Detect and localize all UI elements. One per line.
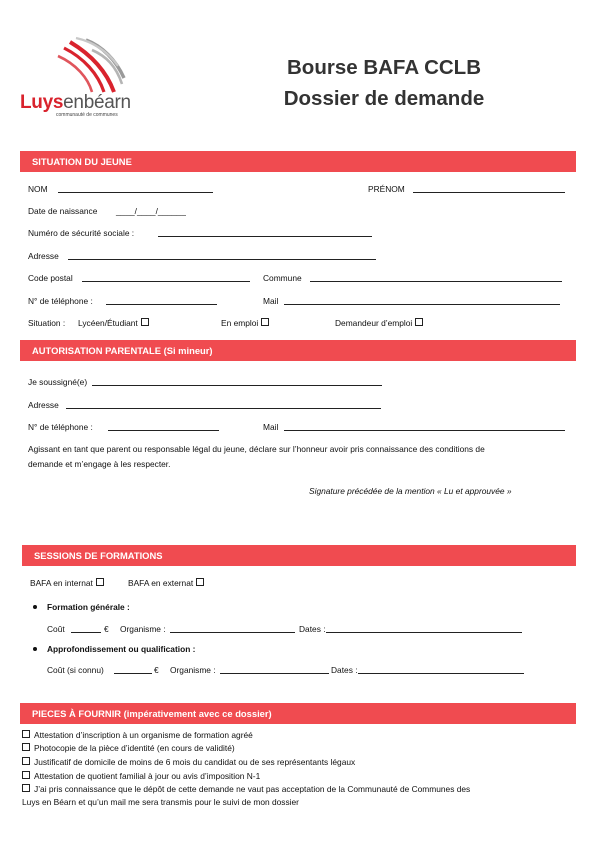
general-cost-label: Coût (47, 624, 65, 634)
postal-label: Code postal (28, 273, 73, 283)
birth-label: Date de naissance (28, 206, 98, 216)
signature-note: Signature précédée de la mention « Lu et approuvée » (309, 486, 512, 496)
section-sessions-heading: SESSIONS DE FORMATIONS (34, 550, 163, 561)
status-option-employed[interactable]: En emploi (221, 318, 269, 328)
appro-org-field[interactable] (220, 673, 329, 674)
parental-text-line1: Agissant en tant que parent ou responsable légal du jeune, déclare sur l’honneur avoir pris connaissance des conditions de (28, 444, 485, 454)
status-option-jobseeker[interactable]: Demandeur d’emploi (335, 318, 423, 328)
general-org-field[interactable] (170, 632, 295, 633)
general-dates-field[interactable] (326, 632, 522, 633)
adresse-label: Adresse (28, 251, 59, 261)
appro-cost-label: Coût (si connu) (47, 665, 104, 675)
parental-text-line2: demande et m’engage à les respecter. (28, 459, 171, 469)
piece-item[interactable]: Photocopie de la pièce d’identité (en cours de validité) (22, 743, 235, 753)
prenom-field[interactable] (413, 192, 565, 193)
logo-brand-rest: enbéarn (63, 92, 131, 113)
phone-field[interactable] (106, 304, 217, 305)
parent-adresse-field[interactable] (66, 408, 381, 409)
status-label: Situation : (28, 318, 66, 328)
checkbox[interactable] (22, 730, 30, 738)
parent-adresse-label: Adresse (28, 400, 59, 410)
checkbox[interactable] (261, 318, 269, 326)
general-euro: € (104, 624, 109, 634)
commune-field[interactable] (310, 281, 562, 282)
checkbox[interactable] (415, 318, 423, 326)
section-situation (20, 151, 576, 172)
general-dates-label: Dates : (299, 624, 326, 634)
appro-org-label: Organisme : (170, 665, 216, 675)
section-pieces-heading: PIECES À FOURNIR (impérativement avec ce dossier) (32, 708, 272, 719)
mail-label: Mail (263, 296, 279, 306)
ssn-label: Numéro de sécurité sociale : (28, 228, 135, 238)
checkbox[interactable] (141, 318, 149, 326)
status-option-student[interactable]: Lycéen/Étudiant (78, 318, 149, 328)
checkbox[interactable] (22, 757, 30, 765)
logo-swoosh-icon (50, 36, 128, 94)
mail-field[interactable] (284, 304, 560, 305)
ssn-field[interactable] (158, 236, 372, 237)
section-situation-heading: SITUATION DU JEUNE (32, 156, 132, 167)
birth-field[interactable]: ____/____/______ (116, 206, 186, 216)
appro-euro: € (154, 665, 159, 675)
checkbox[interactable] (22, 784, 30, 792)
logo-brand-red: Luys (20, 92, 64, 113)
section-pieces (20, 703, 576, 724)
prenom-label: PRÉNOM (368, 184, 405, 194)
nom-label: NOM (28, 184, 48, 194)
checkbox[interactable] (22, 743, 30, 751)
logo (20, 36, 140, 120)
general-org-label: Organisme : (120, 624, 166, 634)
externat-option[interactable]: BAFA en externat (128, 578, 204, 588)
piece-item[interactable]: J’ai pris connaissance que le dépôt de cette demande ne vaut pas acceptation de la Communauté de Communes des (22, 784, 470, 794)
parent-mail-label: Mail (263, 422, 279, 432)
parent-phone-label: N° de téléphone : (28, 422, 93, 432)
postal-field[interactable] (82, 281, 250, 282)
section-sessions (22, 545, 576, 566)
appro-dates-field[interactable] (358, 673, 524, 674)
soussigne-label: Je soussigné(e) (28, 377, 88, 387)
phone-label: N° de téléphone : (28, 296, 93, 306)
adresse-field[interactable] (68, 259, 376, 260)
internat-option[interactable]: BAFA en internat (30, 578, 104, 588)
section-parental (20, 340, 576, 361)
checkbox[interactable] (22, 771, 30, 779)
appro-dates-label: Dates : (331, 665, 358, 675)
general-title: Formation générale : (47, 602, 130, 612)
nom-field[interactable] (58, 192, 213, 193)
page-title: Bourse BAFA CCLB (287, 56, 481, 79)
soussigne-field[interactable] (92, 385, 382, 386)
bullet-icon (33, 647, 37, 651)
appro-title: Approfondissement ou qualification : (47, 644, 196, 654)
bullet-icon (33, 605, 37, 609)
section-parental-heading: AUTORISATION PARENTALE (Si mineur) (32, 345, 213, 356)
piece-item[interactable]: Attestation d’inscription à un organisme de formation agréé (22, 730, 253, 740)
commune-label: Commune (263, 273, 302, 283)
page-subtitle: Dossier de demande (283, 87, 485, 110)
piece-item-continuation: Luys en Béarn et qu’un mail me sera transmis pour le suivi de mon dossier (22, 797, 299, 807)
piece-item[interactable]: Attestation de quotient familial à jour ou avis d’imposition N-1 (22, 771, 260, 781)
checkbox[interactable] (96, 578, 104, 586)
parent-mail-field[interactable] (284, 430, 565, 431)
parent-phone-field[interactable] (108, 430, 219, 431)
checkbox[interactable] (196, 578, 204, 586)
appro-cost-field[interactable] (114, 673, 152, 674)
piece-item[interactable]: Justificatif de domicile de moins de 6 mois du candidat ou de ses représentants légaux (22, 757, 355, 767)
general-cost-field[interactable] (71, 632, 101, 633)
logo-tagline: communauté de communes (56, 112, 118, 118)
